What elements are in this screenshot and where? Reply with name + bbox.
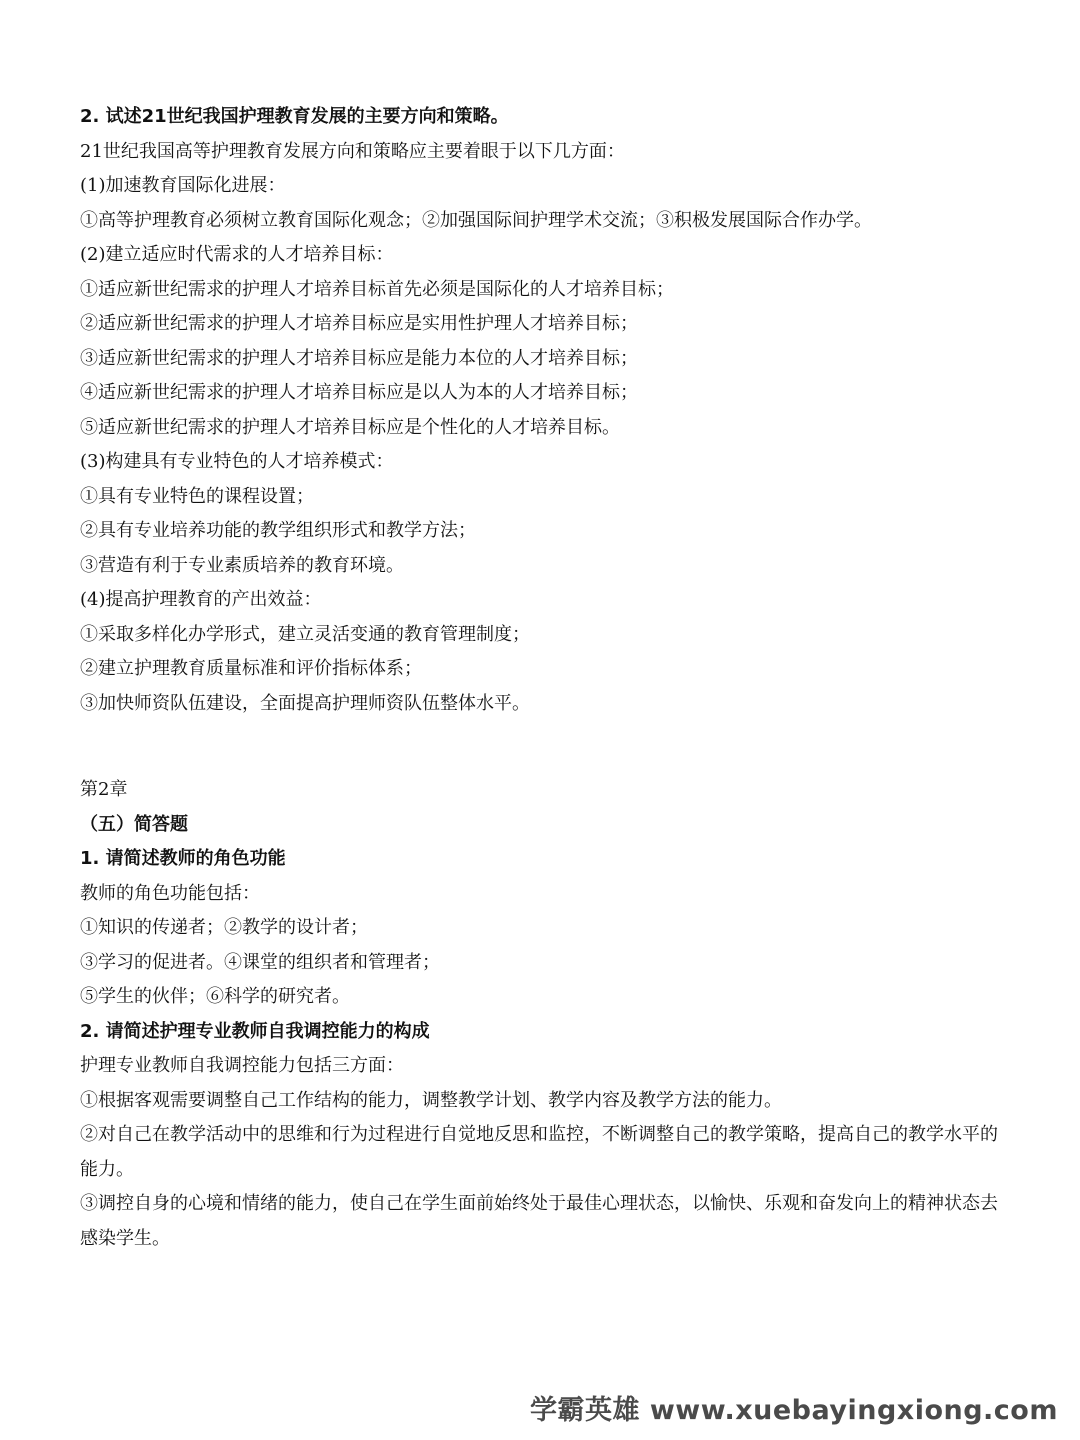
answer-line: ①具有专业特色的课程设置； <box>80 485 314 507</box>
answer-line: ②适应新世纪需求的护理人才培养目标应是实用性护理人才培养目标； <box>80 313 638 334</box>
answer-intro: 护理专业教师自我调控能力包括三方面： <box>80 1055 404 1076</box>
answer-line: ①采取多样化办学形式，建立灵活变通的教育管理制度； <box>80 623 530 645</box>
question-heading: 1. 请简述教师的角色功能 <box>80 848 286 869</box>
answer-line: ④适应新世纪需求的护理人才培养目标应是以人为本的人才培养目标； <box>80 382 638 403</box>
answer-line: ③学习的促进者。④课堂的组织者和管理者； <box>80 951 440 973</box>
answer-line: (1)加速教育国际化进展： <box>80 175 286 196</box>
section-spacer <box>80 721 1010 773</box>
answer-paragraph: ②对自己在教学活动中的思维和行为过程进行自觉地反思和监控，不断调整自己的教学策略，提高自己的教学水平的能力。 <box>80 1124 998 1180</box>
answer-intro: 21世纪我国高等护理教育发展方向和策略应主要着眼于以下几方面： <box>80 140 625 162</box>
answer-line: (4)提高护理教育的产出效益： <box>80 589 322 610</box>
question-heading: 2. 请简述护理专业教师自我调控能力的构成 <box>80 1020 430 1042</box>
answer-intro: 教师的角色功能包括： <box>80 882 260 904</box>
answer-line: ⑤学生的伙伴；⑥科学的研究者。 <box>80 986 350 1007</box>
chapter-label: 第2章 <box>80 779 128 800</box>
section-heading: （五）简答题 <box>80 813 188 835</box>
answer-line: ①知识的传递者；②教学的设计者； <box>80 917 368 938</box>
answer-line: ①根据客观需要调整自己工作结构的能力，调整教学计划、教学内容及教学方法的能力。 <box>80 1089 782 1111</box>
site-watermark: 学霸英雄 www.xuebayingxiong.com <box>529 1395 1058 1426</box>
answer-line: ⑤适应新世纪需求的护理人才培养目标应是个性化的人才培养目标。 <box>80 416 620 438</box>
answer-line: ③适应新世纪需求的护理人才培养目标应是能力本位的人才培养目标； <box>80 347 638 369</box>
answer-line: ②建立护理教育质量标准和评价指标体系； <box>80 658 422 679</box>
document-body <box>80 100 1010 1256</box>
answer-line: ①适应新世纪需求的护理人才培养目标首先必须是国际化的人才培养目标； <box>80 278 674 300</box>
question-heading: 2. 试述21世纪我国护理教育发展的主要方向和策略。 <box>80 106 509 127</box>
answer-line: ③加快师资队伍建设，全面提高护理师资队伍整体水平。 <box>80 692 530 714</box>
answer-line: (3)构建具有专业特色的人才培养模式： <box>80 451 394 472</box>
answer-line: ②具有专业培养功能的教学组织形式和教学方法； <box>80 520 476 541</box>
answer-paragraph: ③调控自身的心境和情绪的能力，使自己在学生面前始终处于最佳心理状态，以愉快、乐观和奋发向上的精神状态去感染学生。 <box>80 1193 998 1249</box>
answer-line: ①高等护理教育必须树立教育国际化观念；②加强国际间护理学术交流；③积极发展国际合作办学。 <box>80 209 872 231</box>
answer-line: (2)建立适应时代需求的人才培养目标： <box>80 244 394 265</box>
answer-line: ③营造有利于专业素质培养的教育环境。 <box>80 554 404 576</box>
